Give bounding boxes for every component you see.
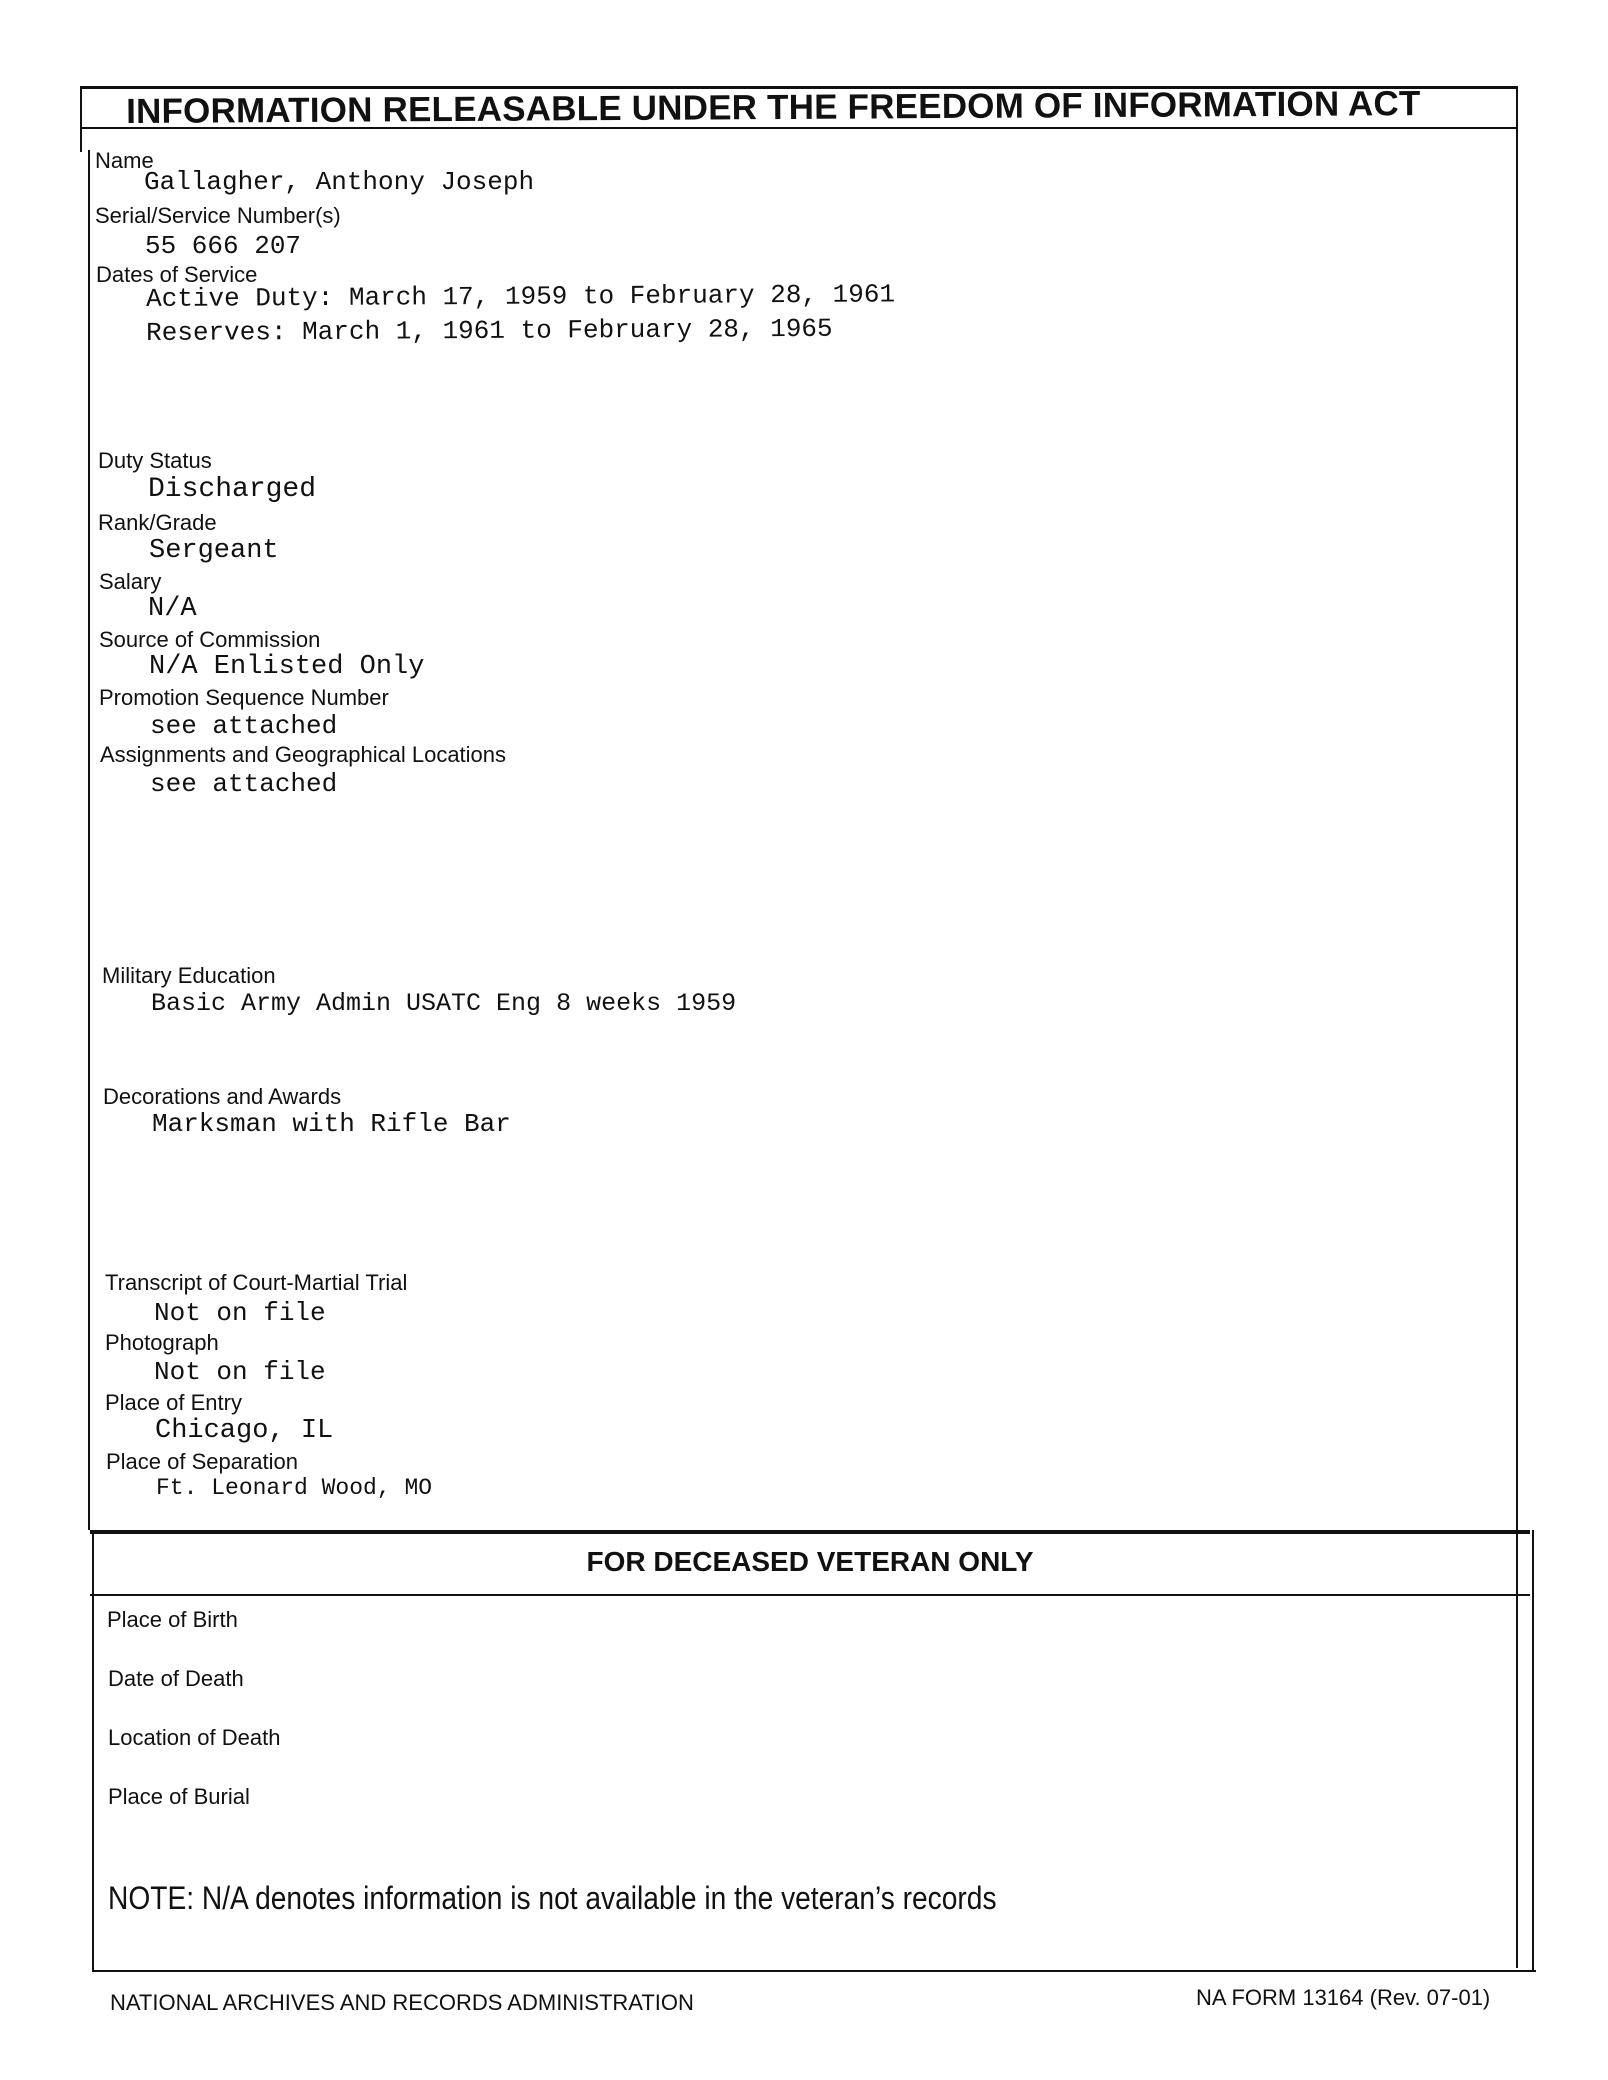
form-border-left-lower: [92, 1530, 94, 1972]
form-border-right-lower: [1532, 1530, 1534, 1972]
place-of-birth-label: Place of Birth: [107, 1607, 238, 1632]
photograph-label: Photograph: [105, 1330, 219, 1355]
serial-number-value: 55 666 207: [145, 231, 302, 261]
deceased-section-heading: FOR DECEASED VETERAN ONLY: [586, 1546, 1034, 1577]
photograph-value: Not on file: [154, 1357, 326, 1387]
court-martial-label: Transcript of Court-Martial Trial: [105, 1270, 408, 1295]
location-of-death-label: Location of Death: [108, 1725, 281, 1750]
place-of-entry-value: Chicago, IL: [155, 1416, 334, 1446]
place-of-separation-label: Place of Separation: [106, 1449, 299, 1474]
rank-grade-label: Rank/Grade: [98, 510, 217, 535]
date-of-death-label: Date of Death: [108, 1666, 244, 1691]
rank-grade-value: Sergeant: [149, 536, 279, 566]
place-of-entry-label: Place of Entry: [105, 1390, 242, 1415]
deceased-section-heading-divider: [90, 1594, 1530, 1596]
assignments-label: Assignments and Geographical Locations: [100, 742, 507, 767]
promotion-sequence-value: see attached: [150, 711, 338, 741]
serial-number-label: Serial/Service Number(s): [95, 203, 341, 228]
place-of-separation-value: Ft. Leonard Wood, MO: [156, 1475, 433, 1501]
military-education-label: Military Education: [102, 963, 276, 988]
dates-of-service-label: Dates of Service: [96, 262, 258, 287]
form-border-right: [1516, 86, 1518, 1968]
salary-value: N/A: [148, 594, 197, 624]
name-label: Name: [95, 148, 154, 173]
decorations-label: Decorations and Awards: [103, 1084, 342, 1109]
salary-label: Salary: [99, 569, 162, 594]
reserves-value: Reserves: March 1, 1961 to February 28, 1965: [146, 313, 833, 348]
records-note: NOTE: N/A denotes information is not available in the veteran’s records: [108, 1880, 997, 1916]
form-title: INFORMATION RELEASABLE UNDER THE FREEDOM OF INFORMATION ACT: [126, 84, 1421, 131]
form-border-left-upper: [80, 86, 82, 152]
court-martial-value: Not on file: [154, 1298, 326, 1328]
source-of-commission-label: Source of Commission: [99, 627, 321, 652]
duty-status-label: Duty Status: [98, 448, 212, 473]
name-value: Gallagher, Anthony Joseph: [144, 167, 535, 197]
place-of-burial-label: Place of Burial: [108, 1784, 250, 1809]
deceased-section-top-divider: [90, 1530, 1530, 1534]
active-duty-value: Active Duty: March 17, 1959 to February 28, 1961: [146, 279, 896, 314]
promotion-sequence-label: Promotion Sequence Number: [99, 685, 389, 710]
form-border-left: [88, 150, 90, 1530]
source-of-commission-value: N/A Enlisted Only: [149, 652, 425, 682]
agency-footer: NATIONAL ARCHIVES AND RECORDS ADMINISTRATION: [110, 1990, 694, 2015]
military-education-value: Basic Army Admin USATC Eng 8 weeks 1959: [151, 989, 737, 1018]
decorations-value: Marksman with Rifle Bar: [152, 1109, 511, 1139]
duty-status-value: Discharged: [148, 474, 317, 505]
assignments-value: see attached: [150, 769, 338, 799]
form-number-footer: NA FORM 13164 (Rev. 07-01): [1196, 1985, 1491, 2010]
form-border-bottom: [92, 1970, 1536, 1972]
